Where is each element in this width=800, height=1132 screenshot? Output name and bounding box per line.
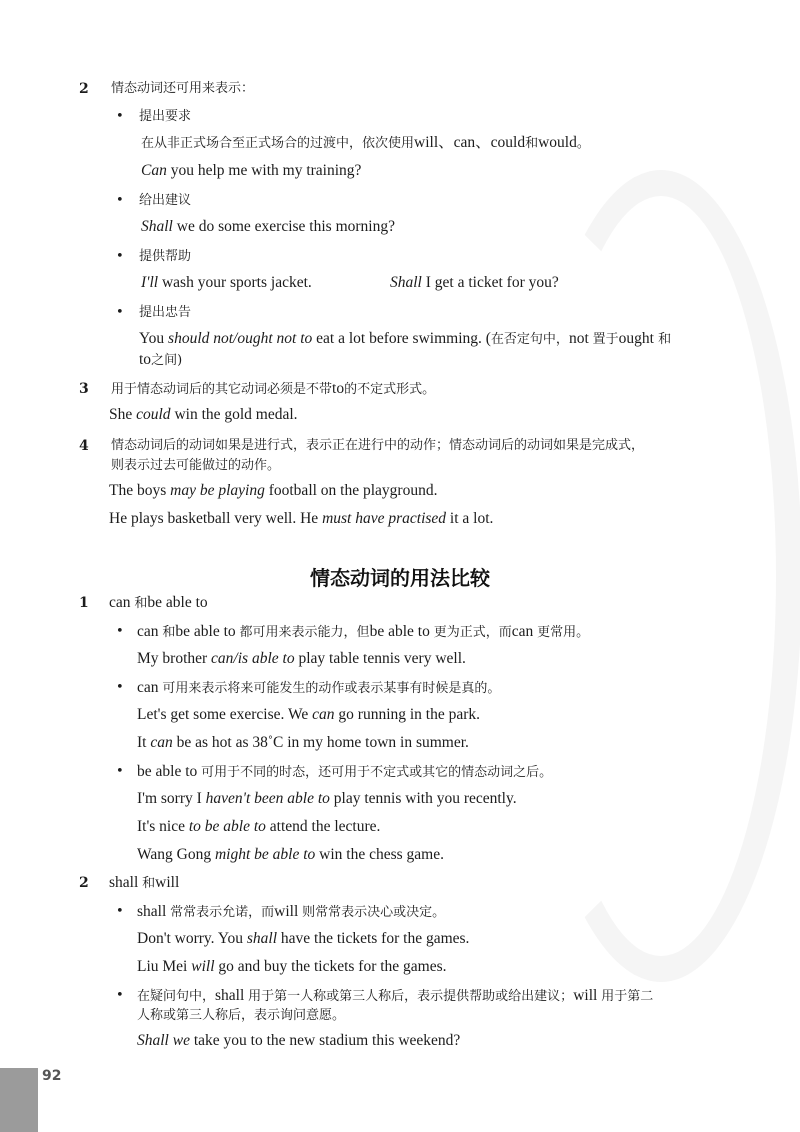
bullet-heading: 提出要求: [139, 109, 192, 124]
example-sentence: Liu Mei will go and buy the tickets for the games.: [137, 958, 447, 975]
item-number: 2: [79, 81, 89, 97]
item-number: 3: [79, 381, 89, 397]
example-sentence: It's nice to be able to attend the lecture.: [137, 818, 381, 835]
page-edge-tab: [0, 1068, 38, 1132]
item-number: 2: [79, 875, 89, 891]
item-number: 4: [79, 438, 89, 454]
item-number: 1: [79, 595, 89, 611]
example-sentence: Let's get some exercise. We can go running in the park.: [137, 706, 481, 723]
bullet-heading: can 可用来表示将来可能发生的动作或表示某事有时候是真的。: [137, 679, 501, 696]
item-heading: 用于情态动词后的其它动词必须是不带to的不定式形式。: [111, 380, 436, 397]
item-heading: shall 和will: [109, 874, 180, 891]
example-sentence: Shall we do some exercise this morning?: [141, 218, 395, 235]
section-title: 情态动词的用法比较: [310, 566, 490, 590]
example-sentence: Shall I get a ticket for you?: [390, 274, 559, 291]
example-sentence: Can you help me with my training?: [141, 162, 362, 179]
item-heading: 情态动词还可用来表示：: [111, 81, 255, 96]
bullet-heading: 提出忠告: [139, 305, 192, 320]
bullet-icon: •: [116, 624, 124, 639]
example-sentence: Shall we take you to the new stadium this weekend?: [137, 1032, 461, 1049]
bullet-heading: shall 常常表示允诺，而will 则常常表示决心或决定。: [137, 903, 446, 920]
example-sentence: I'll wash your sports jacket.: [141, 274, 312, 291]
item-heading: can 和be able to: [109, 594, 208, 611]
example-sentence-continued: to之间): [139, 351, 183, 368]
bullet-icon: •: [116, 109, 124, 124]
bullet-heading: can 和be able to 都可用来表示能力，但be able to 更为正式，而can 更常用。: [137, 623, 590, 640]
bullet-heading: be able to 可用于不同的时态，还可用于不定式或其它的情态动词之后。: [137, 763, 553, 780]
example-sentence: My brother can/is able to play table tennis very well.: [137, 650, 466, 667]
page-number: 92: [42, 1068, 62, 1084]
example-sentence: Don't worry. You shall have the tickets for the games.: [137, 930, 470, 947]
item-heading-continued: 则表示过去可能做过的动作。: [111, 458, 281, 473]
bullet-note: 在从非正式场合至正式场合的过渡中，依次使用will、can、could和would。: [141, 134, 590, 151]
bullet-icon: •: [116, 193, 124, 208]
bullet-heading: 提供帮助: [139, 249, 192, 264]
bullet-icon: •: [116, 305, 124, 320]
example-sentence: I'm sorry I haven't been able to play tennis with you recently.: [137, 790, 517, 807]
example-sentence: It can be as hot as 38˚C in my home town in summer.: [137, 734, 469, 751]
bullet-heading: 在疑问句中，shall 用于第一人称或第三人称后，表示提供帮助或给出建议；will 用于第二: [137, 987, 654, 1004]
example-sentence: Wang Gong might be able to win the chess game.: [137, 846, 444, 863]
item-heading: 情态动词后的动词如果是进行式，表示正在进行中的动作；情态动词后的动词如果是完成式，: [111, 438, 645, 453]
bullet-icon: •: [116, 764, 124, 779]
example-sentence: The boys may be playing football on the playground.: [109, 482, 438, 499]
example-sentence: He plays basketball very well. He must have practised it a lot.: [109, 510, 494, 527]
example-sentence: You should not/ought not to eat a lot before swimming. (在否定句中，not 置于ought 和: [139, 330, 672, 347]
bullet-icon: •: [116, 904, 124, 919]
bullet-icon: •: [116, 988, 124, 1003]
bullet-icon: •: [116, 680, 124, 695]
bullet-heading-continued: 人称或第三人称后，表示询问意愿。: [137, 1008, 346, 1023]
bullet-icon: •: [116, 249, 124, 264]
example-sentence: She could win the gold medal.: [109, 406, 298, 423]
bullet-heading: 给出建议: [139, 193, 192, 208]
